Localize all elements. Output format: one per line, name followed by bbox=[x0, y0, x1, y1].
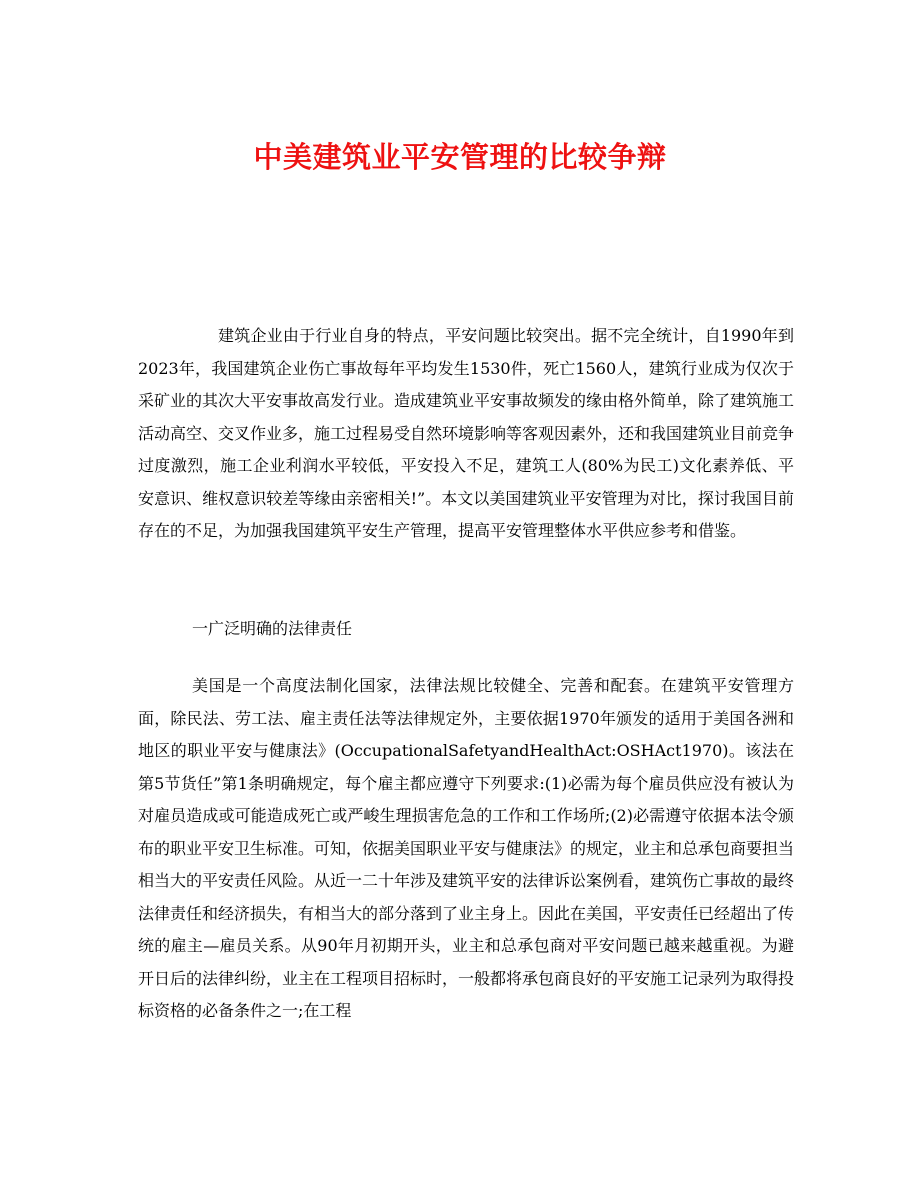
intro-paragraph: 建筑企业由于行业自身的特点，平安问题比较突出。据不完全统计，自1990年到2023年，我国建筑企业伤亡事故每年平均发生1530件，死亡1560人，建筑行业成为仅次于采矿业的其次大平安事故高发行业。造成建筑业平安事故频发的缘由格外简单，除了建筑施工活动高空、交叉作业多，施工过程易受自然环境影响等客观因素外，还和我国建筑业目前竞争过度激烈，施工企业利润水平较低，平安投入不足，建筑工人(80%为民工)文化素养低、平安意识、维权意识较差等缘由亲密相关!”。本文以美国建筑业平安管理为对比，探讨我国目前存在的不足，为加强我国建筑平安生产管理，提高平安管理整体水平供应参考和借鉴。 bbox=[138, 326, 795, 540]
body-paragraph: 美国是一个高度法制化国家，法律法规比较健全、完善和配套。在建筑平安管理方面，除民法、劳工法、雇主责任法等法律规定外，主要依据1970年颁发的适用于美国各洲和地区的职业平安与健康法》(OccupationalSafetyandHealthAct:OSHAct1970)。该法在第5节货任”第1条明确规定，每个雇主都应遵守下列要求:(1)必需为每个雇员供应没有被认为对雇员造成或可能造成死亡或严峻生理损害危急的工作和工作场所;(2)必需遵守依据本法令颁布的职业平安卫生标准。可知，依据美国职业平安与健康法》的规定，业主和总承包商要担当相当大的平安责任风险。从近一二十年涉及建筑平安的法律诉讼案例看，建筑伤亡事故的最终法律责任和经济损失，有相当大的部分落到了业主身上。因此在美国，平安责任已经超出了传统的雇主—雇员关系。从90年月初期开头，业主和总承包商对平安问题已越来越重视。为避开日后的法律纠纷，业主在工程项目招标时，一般都将承包商良好的平安施工记录列为取得投标资格的必备条件之一;在工程 bbox=[138, 676, 795, 1020]
section-heading: 一广泛明确的法律责任 bbox=[192, 619, 353, 638]
document-title: 中美建筑业平安管理的比较争辩 bbox=[253, 140, 667, 175]
